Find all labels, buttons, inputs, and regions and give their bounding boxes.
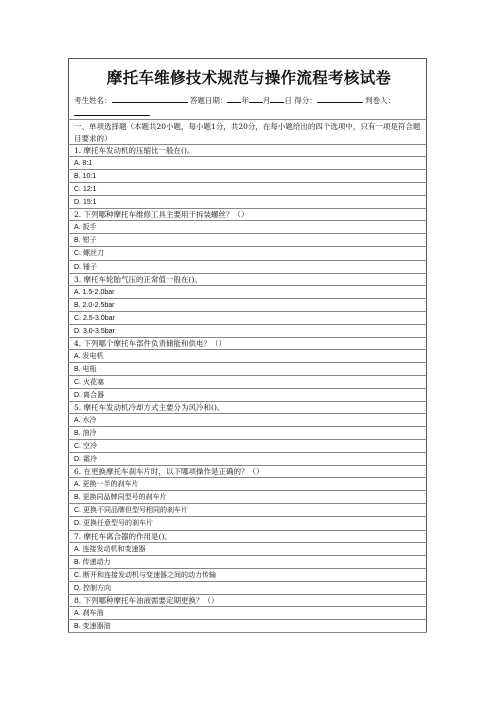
day-label: 日	[284, 96, 292, 105]
question-2-option[interactable]	[74, 221, 424, 234]
question-1-option[interactable]	[74, 183, 424, 196]
option-text: D. 控制方向	[74, 584, 111, 592]
option-text: A. 更换一半的刹车片	[74, 481, 139, 489]
separator-line	[68, 632, 427, 633]
option-text: A. 连接发动机和变速器	[74, 545, 146, 553]
question-2-option[interactable]	[74, 261, 424, 274]
option-text: A. 1.5-2.0bar	[74, 288, 115, 296]
score-label: 得分：	[294, 96, 317, 105]
question-4-option[interactable]	[74, 376, 424, 389]
option-text: A. 8:1	[74, 160, 93, 168]
question-1-option[interactable]	[74, 170, 424, 183]
question-text: 6. 在更换摩托车刹车片时，以下哪项操作是正确的？（）	[74, 467, 264, 477]
question-3-option[interactable]	[74, 312, 424, 325]
option-text: C. 螺丝刀	[74, 250, 104, 258]
option-text: B. 更换同品牌同型号的刹车片	[74, 494, 167, 502]
question-4-option[interactable]	[74, 363, 424, 376]
question-text: 5. 摩托车发动机冷却方式主要分为风冷和()。	[74, 403, 225, 413]
question-4-option[interactable]	[74, 350, 424, 363]
name-blank[interactable]	[112, 94, 188, 103]
question-8-option[interactable]	[74, 620, 424, 633]
question-7-option[interactable]	[74, 582, 424, 595]
question-5	[74, 402, 424, 414]
question-1	[74, 145, 424, 157]
option-text: C. 火花塞	[74, 378, 104, 386]
option-text: D. 霜冷	[74, 456, 97, 464]
option-text: C. 12:1	[74, 186, 97, 194]
year-label: 年	[241, 96, 249, 105]
year-blank[interactable]	[227, 94, 241, 103]
exam-title: 摩托车维修技术规范与操作流程考核试卷	[106, 69, 392, 87]
option-text: C. 断开和连接发动机与变速器之间的动力传输	[74, 571, 216, 579]
question-6-option[interactable]	[74, 478, 424, 491]
option-text: C. 更换不同品牌但型号相同的刹车片	[74, 507, 188, 515]
question-6-option[interactable]	[74, 517, 424, 530]
question-5-option[interactable]	[74, 453, 424, 466]
question-7-option[interactable]	[74, 569, 424, 582]
question-3-option[interactable]	[74, 299, 424, 312]
question-3-option[interactable]	[74, 325, 424, 338]
question-7	[74, 531, 424, 543]
question-list	[74, 145, 424, 633]
grader-label: 判卷人：	[365, 96, 396, 105]
question-3	[74, 274, 424, 286]
question-8	[74, 595, 424, 607]
question-text: 1. 摩托车发动机的压缩比一般在()。	[74, 146, 195, 156]
grader-blank[interactable]	[74, 107, 150, 116]
question-text: 4. 下列哪个摩托车部件负责储能和供电？（）	[74, 338, 227, 348]
option-text: D. 锤子	[74, 263, 97, 271]
option-text: D. 更换任意型号的刹车片	[74, 520, 153, 528]
month-label: 月	[262, 96, 271, 105]
option-text: D. 离合器	[74, 391, 104, 399]
option-text: B. 钳子	[74, 237, 97, 245]
question-text: 8. 下列哪种摩托车油液需要定期更换？（）	[74, 595, 219, 605]
question-5-option[interactable]	[74, 427, 424, 440]
question-4	[74, 338, 424, 350]
option-text: C. 空冷	[74, 443, 97, 451]
section-text: 一、单项选择题（本题共20小题，每小题1分，共20分，在每小题给出的四个选项中，只有一项是符合题目要求的）	[74, 122, 421, 144]
question-text: 7. 摩托车离合器的作用是()。	[74, 531, 172, 541]
question-6	[74, 466, 424, 478]
question-text: 3. 摩托车轮胎气压的正常值一般在()。	[74, 274, 202, 284]
option-text: C. 2.5-3.0bar	[74, 314, 115, 322]
option-text: B. 传递动力	[74, 558, 111, 566]
option-text: D. 3.0-3.5bar	[74, 327, 115, 335]
question-1-option[interactable]	[74, 157, 424, 170]
question-6-option[interactable]	[74, 504, 424, 517]
option-text: A. 刹车油	[74, 609, 104, 617]
candidate-info	[74, 94, 424, 120]
option-text: B. 2.0-2.5bar	[74, 301, 115, 309]
exam-content	[74, 64, 424, 633]
option-text: B. 电瓶	[74, 365, 97, 373]
option-text: D. 15:1	[74, 199, 97, 207]
day-blank[interactable]	[270, 94, 284, 103]
option-text: B. 油冷	[74, 430, 97, 438]
question-1-option[interactable]	[74, 196, 424, 209]
question-6-option[interactable]	[74, 491, 424, 504]
question-5-option[interactable]	[74, 414, 424, 427]
question-2-option[interactable]	[74, 247, 424, 260]
option-text: B. 变速器油	[74, 622, 111, 630]
question-5-option[interactable]	[74, 440, 424, 453]
question-7-option[interactable]	[74, 556, 424, 569]
option-text: A. 发电机	[74, 352, 104, 360]
question-text: 2. 下列哪种摩托车维修工具主要用于拆装螺丝？（）	[74, 210, 249, 220]
question-4-option[interactable]	[74, 389, 424, 402]
date-label: 答题日期：	[189, 96, 228, 105]
question-8-option[interactable]	[74, 607, 424, 620]
option-text: B. 10:1	[74, 173, 97, 181]
question-7-option[interactable]	[74, 543, 424, 556]
question-3-option[interactable]	[74, 286, 424, 299]
section-heading	[74, 120, 424, 145]
question-2	[74, 209, 424, 221]
name-label: 考生姓名：	[74, 96, 112, 105]
month-blank[interactable]	[249, 94, 263, 103]
question-2-option[interactable]	[74, 234, 424, 247]
option-text: A. 扳手	[74, 224, 97, 232]
option-text: A. 水冷	[74, 417, 97, 425]
score-blank[interactable]	[317, 94, 363, 103]
